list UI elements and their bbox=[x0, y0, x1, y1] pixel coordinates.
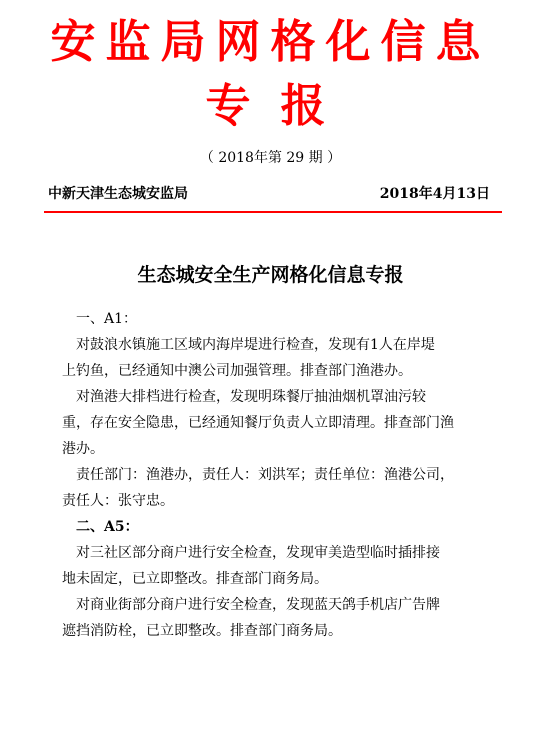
paragraph-line: 对鼓浪水镇施工区域内海岸堤进行检查，发现有1人在岸堤 bbox=[76, 337, 435, 353]
section-heading: 二、A5： bbox=[76, 519, 139, 535]
section-heading: 一、A1： bbox=[76, 311, 138, 327]
paragraph-line: 港办。 bbox=[62, 441, 104, 457]
paragraph-line: 责任部门：渔港办，责任人：刘洪军；责任单位：渔港公司， bbox=[76, 467, 454, 483]
paragraph-line: 对商业街部分商户进行安全检查，发现蓝天鸽手机店广告牌 bbox=[76, 597, 440, 613]
red-divider bbox=[44, 211, 502, 213]
issue-number: （ 2018年第 29 期 ） bbox=[199, 150, 342, 166]
issue-date: 2018年4月13日 bbox=[379, 186, 490, 202]
paragraph-line: 责任人：张守忠。 bbox=[62, 493, 174, 509]
document-body bbox=[62, 306, 502, 644]
document-title: 生态城安全生产网格化信息专报 bbox=[137, 264, 404, 286]
masthead-title: 安监局网格化信息 bbox=[50, 15, 491, 68]
masthead-subtitle: 专报 bbox=[205, 79, 356, 132]
paragraph-line: 遮挡消防栓，已立即整改。排查部门商务局。 bbox=[62, 623, 342, 639]
issuer-name: 中新天津生态城安监局 bbox=[48, 186, 188, 202]
paragraph-line: 对三社区部分商户进行安全检查，发现审美造型临时插排接 bbox=[76, 545, 440, 561]
paragraph-line: 上钓鱼，已经通知中澳公司加强管理。排查部门渔港办。 bbox=[62, 363, 412, 379]
paragraph-line: 地未固定，已立即整改。排查部门商务局。 bbox=[62, 571, 328, 587]
paragraph-line: 重，存在安全隐患，已经通知餐厅负责人立即清理。排查部门渔 bbox=[62, 415, 454, 431]
paragraph-line: 对渔港大排档进行检查，发现明珠餐厅抽油烟机罩油污较 bbox=[76, 389, 426, 405]
